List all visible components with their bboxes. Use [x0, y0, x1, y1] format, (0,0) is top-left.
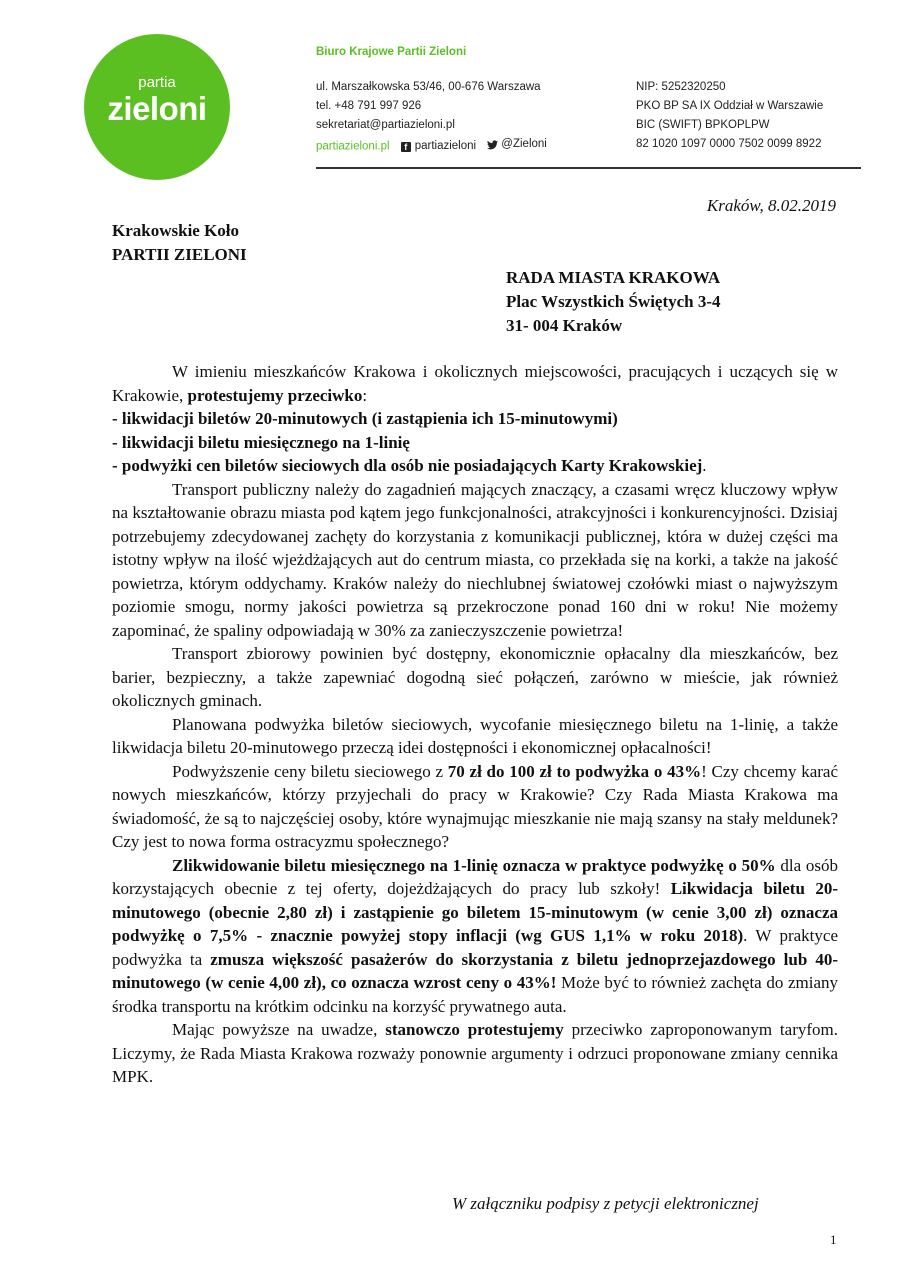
party-logo [84, 34, 230, 180]
sender-line-1: Krakowskie Koło [112, 221, 240, 240]
office-title: Biuro Krajowe Partii Zieloni [316, 46, 467, 58]
paragraph-monthly-ticket: Zlikwidowanie biletu miesięcznego na 1-linię oznacza w praktyce podwyżkę o 50% dla osób korzystających obecnie z tej oferty, dojeżdżających do pracy lub szkoły! Likwidacja biletu 20-minutowego (obecnie 2,80 zł) i zastąpienie go biletem 15-minutowym (w cenie 3,00 zł) oznacza podwyżkę o 7,5% - znacznie powyżej stopy inflacji (wg GUS 1,1% w roku 2018). W praktyce podwyżka ta zmusza większość pasażerów do skorzystania z biletu jednoprzejazdowego lub 40-minutowego (w cenie 4,00 zł), co oznacza wzrost ceny o 43%! Może być to również zachęta do zmiany środka transportu na krótkim odcinku na korzyść prywatnego auta. [112, 855, 839, 1016]
paragraph-planned-increase: Planowana podwyżka biletów sieciowych, wycofanie miesięcznego biletu na 1-linię, a także likwidacja biletu 20-minutowego przeczą idei dostępności i ekonomicznej opłacalności! [112, 714, 838, 757]
protest-item-1: - likwidacji biletów 20-minutowych (i zastąpienia ich 15-minutowymi) [112, 409, 618, 428]
contact-block [316, 78, 547, 157]
website-link: partiazieloni.pl [316, 140, 390, 153]
recipient-line-1: RADA MIASTA KRAKOWA [506, 268, 721, 287]
logo-text-zieloni: zieloni [107, 90, 207, 127]
nip-number: NIP: 5252320250 [636, 81, 726, 93]
office-email: sekretariat@partiazieloni.pl [316, 119, 455, 131]
finance-block [636, 78, 823, 154]
letter-body [112, 360, 838, 1089]
twitter-handle: @Zieloni [501, 138, 547, 150]
office-address: ul. Marszałkowska 53/46, 00-676 Warszawa [316, 81, 541, 93]
office-phone: tel. +48 791 997 926 [316, 100, 422, 112]
letter-date: Kraków, 8.02.2019 [706, 196, 836, 215]
logo-text-partia: partia [138, 74, 176, 91]
attachment-note: W załączniku podpisy z petycji elektronicznej [452, 1194, 759, 1213]
sender-line-2: PARTII ZIELONI [112, 245, 247, 264]
header-divider [316, 167, 861, 169]
paragraph-transport: Transport publiczny należy do zagadnień mających znaczący, a czasami wręcz kluczowy wpływ na kształtowanie obrazu miasta pod kątem jego funkcjonalności, atrakcyjności i konkurencyjności. Dzisiaj potrzebujemy zdecydowanej zachęty do korzystania z komunikacji publicznej, która w dużej części ma istotny wpływ na ilość wjeżdżających aut do centrum miasta, co przekłada się na korki, a także na jakość powietrza, którym oddychamy. Kraków należy do niechlubnej światowej czołówki miast o najwyższym poziomie smogu, normy jakości powietrza są przekroczone ponad 160 dni w roku! Nie możemy zapominać, że spaliny odpowiadają w 30% za zanieczyszczenie powietrza! [112, 479, 838, 640]
paragraph-conclusion: Mając powyższe na uwadze, stanowczo protestujemy przeciwko zaproponowanym taryfom. Liczymy, że Rada Miasta Krakowa rozważy ponownie argumenty i odrzuci proponowane zmiany cennika MPK. [112, 1020, 838, 1086]
facebook-handle: partiazieloni [414, 140, 477, 152]
paragraph-network-ticket: Podwyższenie ceny biletu sieciowego z 70 zł do 100 zł to podwyżka o 43%! Czy chcemy karać nowych mieszkańców, którzy przyjechali do pracy w Krakowie? Czy Rada Miasta Krakowa ma świadomość, że są to najczęściej osoby, które wynajmując mieszkanie nie mają szansy na stały meldunek? Czy jest to nowa forma ostracyzmu społecznego? [112, 761, 839, 851]
sender-block [112, 219, 247, 267]
bic-code: BIC (SWIFT) BPKOPLPW [636, 119, 770, 131]
account-number: 82 1020 1097 0000 7502 0099 8922 [636, 138, 822, 150]
recipient-line-2: Plac Wszystkich Świętych 3-4 [506, 292, 721, 311]
twitter-icon [487, 140, 498, 150]
recipient-line-3: 31- 004 Kraków [506, 316, 623, 335]
bank-name: PKO BP SA IX Oddział w Warszawie [636, 100, 824, 112]
page-number: 1 [830, 1232, 837, 1247]
social-row [316, 135, 547, 157]
recipient-block [506, 266, 721, 338]
protest-item-2: - likwidacji biletu miesięcznego na 1-linię [112, 432, 410, 452]
paragraph-intro: W imieniu mieszkańców Krakowa i okolicznych miejscowości, pracujących i uczących się w Krakowie, protestujemy przeciwko: [112, 362, 838, 405]
paragraph-collective-transport: Transport zbiorowy powinien być dostępny, ekonomicznie opłacalny dla mieszkańców, bez barier, bezpieczny, a także zapewniać dogodną sieć połączeń, zarówno w mieście, jak również okolicznych gminach. [112, 644, 838, 710]
facebook-icon: f [401, 142, 411, 152]
protest-item-3: - podwyżki cen biletów sieciowych dla osób nie posiadających Karty Krakowskiej. [112, 456, 707, 475]
